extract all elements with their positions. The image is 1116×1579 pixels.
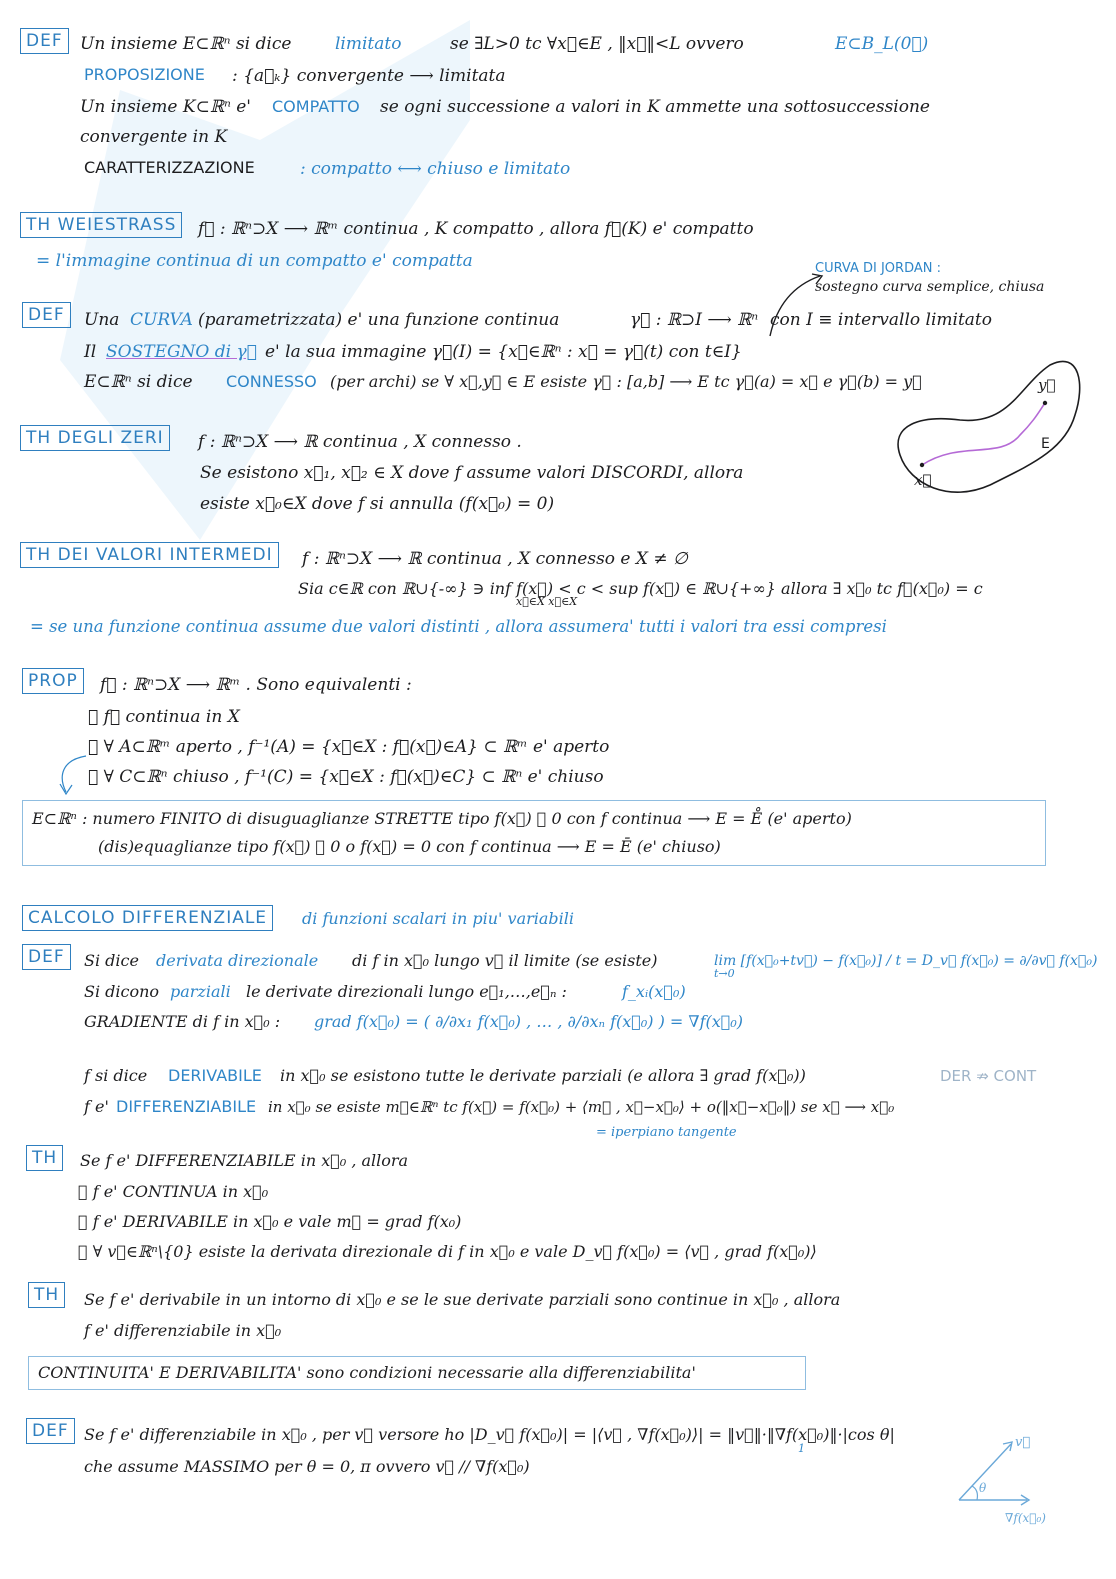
parziali-text-a: Si dicono [84, 982, 160, 1001]
sostegno-text-b: e' la sua immagine γ⃗(I) = {x⃗∈ℝⁿ : x⃗ = γ⃗(t) con t∈I} [265, 342, 742, 362]
curve-text-a: Una [84, 310, 120, 330]
zeri-line-2: Se esistono x⃗₁, x⃗₂ ∈ X dove f assume valori DISCORDI, allora [200, 463, 744, 483]
derivabile-text-a: f si dice [84, 1066, 148, 1085]
max-line-2: che assume MASSIMO per θ = 0, π ovvero v⃗ // ∇f(x⃗₀) [84, 1457, 530, 1476]
def-tag: DEF [20, 28, 69, 54]
derivata-text-a: Si dice [84, 951, 139, 970]
versor-norm-one: 1 [798, 1442, 805, 1455]
weierstrass-text: f⃗ : ℝⁿ⊃X ⟶ ℝᵐ continua , K compatto , allora f⃗(K) e' compatto [198, 219, 754, 239]
open-set-rule: E⊂ℝⁿ : numero FINITO di disuguaglianze STRETTE tipo f(x⃗) ≷ 0 con f continua ⟶ E = E̊ (e' aperto) [32, 809, 852, 828]
valori-line-2: Sia c∈ℝ con ℝ∪{-∞} ∋ inf f(x⃗) < c < sup f(x⃗) ∈ ℝ∪{+∞} allora ∃ x⃗₀ tc f⃗(x⃗₀) = c [298, 579, 983, 598]
differenziabile-text-a: f e' [84, 1097, 109, 1116]
prop-item-1: ① f⃗ continua in X [88, 707, 240, 727]
proposizione-text: : {a⃗ₖ} convergente ⟶ limitata [232, 66, 506, 86]
weierstrass-tag: TH WEIESTRASS [20, 212, 182, 238]
curve-interval: con I ≡ intervallo limitato [770, 310, 992, 330]
connesso-term: CONNESSO [226, 372, 317, 391]
th2-line-1: Se f e' derivabile in un intorno di x⃗₀ e se le sue derivate parziali sono continue in x⃗₀ , allora [84, 1290, 841, 1309]
sostegno-term: SOSTEGNO di γ⃗ [106, 342, 257, 362]
compatto-condition-end: convergente in K [80, 127, 228, 147]
th-derivabile-tag: TH [28, 1282, 65, 1308]
derivabile-text-b: in x⃗₀ se esistono tutte le derivate parziali (e allora ∃ grad f(x⃗₀)) [280, 1066, 806, 1085]
calcolo-tag: CALCOLO DIFFERENZIALE [22, 905, 273, 931]
prop-tag: PROP [22, 668, 84, 694]
sostegno-text-a: Il [84, 342, 97, 362]
th1-intro: Se f e' DIFFERENZIABILE in x⃗₀ , allora [80, 1151, 409, 1170]
curve-term: CURVA [130, 310, 193, 330]
differenziabile-term: DIFFERENZIABILE [116, 1097, 257, 1116]
ball-notation: E⊂B_L(0⃗) [835, 34, 929, 54]
label-grad: ∇f(x⃗₀) [1005, 1511, 1046, 1525]
prop-item-3: ③ ∀ C⊂ℝⁿ chiuso , f⁻¹(C) = {x⃗∈X : f⃗(x⃗)∈C} ⊂ ℝⁿ e' chiuso [88, 767, 604, 787]
th1-item-3: ① ∀ v⃗∈ℝⁿ\{0} esiste la derivata direzionale di f in x⃗₀ e vale D_v⃗ f(x⃗₀) = ⟨v⃗ , grad f(x⃗₀)⟩ [78, 1242, 817, 1261]
curve-text-b: (parametrizzata) e' una funzione continua [198, 310, 560, 330]
th2-line-2: f e' differenziabile in x⃗₀ [84, 1321, 282, 1340]
curve-map: γ⃗ : ℝ⊃I ⟶ ℝⁿ [630, 310, 759, 330]
closed-set-rule: (dis)equaglianze tipo f(x⃗) ≶ 0 o f(x⃗) = 0 con f continua ⟶ E = Ē (e' chiuso) [98, 837, 721, 856]
def-max-tag: DEF [26, 1418, 75, 1444]
th1-item-1: ① f e' CONTINUA in x⃗₀ [78, 1182, 269, 1201]
proposizione-label: PROPOSIZIONE [84, 65, 205, 84]
zeri-line-3: esiste x⃗₀∈X dove f si annulla (f(x⃗₀) = 0) [200, 494, 555, 514]
derivata-formula: lim [f(x⃗₀+tv⃗) − f(x⃗₀)] / t = D_v⃗ f(x⃗₀) = ∂/∂v⃗ f(x⃗₀) [714, 953, 1098, 969]
prop-arrow [52, 752, 92, 798]
gradiente-label: GRADIENTE di f in x⃗₀ : [84, 1012, 281, 1031]
max-line-1: Se f e' differenziabile in x⃗₀ , per v⃗ versore ho |D_v⃗ f(x⃗₀)| = |⟨v⃗ , ∇f(x⃗₀)⟩| = ‖v⃗‖·‖∇f(x⃗₀)‖·|cos θ| [84, 1425, 895, 1444]
valori-subscripts: x⃗∈X x⃗∈X [516, 595, 578, 608]
label-y: y⃗ [1038, 376, 1056, 394]
derivata-term: derivata direzionale [156, 951, 319, 970]
th-differenziabile-tag: TH [26, 1145, 63, 1171]
limitato-term: limitato [335, 34, 402, 54]
jordan-text: sostegno curva semplice, chiusa [815, 279, 1045, 295]
prop-intro: f⃗ : ℝⁿ⊃X ⟶ ℝᵐ . Sono equivalenti : [100, 675, 412, 695]
valori-line-1: f : ℝⁿ⊃X ⟶ ℝ continua , X connesso e X ≠ ∅ [302, 549, 688, 569]
prop-item-2: ② ∀ A⊂ℝᵐ aperto , f⁻¹(A) = {x⃗∈X : f⃗(x⃗)∈A} ⊂ ℝᵐ e' aperto [88, 737, 610, 757]
def-curve-tag: DEF [22, 302, 71, 328]
angle-diagram [945, 1430, 1065, 1530]
caratterizzazione-label: CARATTERIZZAZIONE [84, 158, 255, 177]
necessary-conditions-text: CONTINUITA' E DERIVABILITA' sono condizioni necessarie alla differenziabilita' [38, 1363, 696, 1382]
compatto-term: COMPATTO [272, 97, 360, 116]
compatto-def-text: Un insieme K⊂ℝⁿ e' [80, 97, 251, 117]
gradiente-formula: grad f(x⃗₀) = ( ∂/∂x₁ f(x⃗₀) , … , ∂/∂xₙ f(x⃗₀) ) = ∇f(x⃗₀) [314, 1012, 744, 1031]
valori-tag: TH DEI VALORI INTERMEDI [20, 542, 279, 568]
limitato-condition: se ∃L>0 tc ∀x⃗∈E , ‖x⃗‖<L ovvero [450, 34, 744, 54]
limitato-def-text: Un insieme E⊂ℝⁿ si dice [80, 34, 292, 54]
th1-item-2: ① f e' DERIVABILE in x⃗₀ e vale m⃗ = grad f(x₀) [78, 1212, 462, 1231]
derivabile-term: DERIVABILE [168, 1066, 262, 1085]
caratterizzazione-text: : compatto ⟷ chiuso e limitato [300, 159, 571, 179]
connected-set-diagram [880, 345, 1090, 505]
label-v: v⃗ [1015, 1435, 1031, 1450]
calcolo-subtitle: di funzioni scalari in piu' variabili [302, 909, 575, 928]
zeri-tag: TH DEGLI ZERI [20, 425, 170, 451]
valori-note: = se una funzione continua assume due valori distinti , allora assumera' tutti i valori tra essi compresi [30, 617, 887, 636]
label-e: E [1041, 436, 1050, 452]
compatto-condition: se ogni successione a valori in K ammette una sottosuccessione [380, 97, 930, 117]
parziali-term: parziali [170, 982, 231, 1001]
iperpiano-note: = iperpiano tangente [596, 1125, 737, 1140]
label-theta: θ [979, 1481, 987, 1495]
derivata-text-b: di f in x⃗₀ lungo v⃗ il limite (se esiste) [352, 951, 658, 970]
connesso-text-b: (per archi) se ∀ x⃗,y⃗ ∈ E esiste γ⃗ : [a,b] ⟶ E tc γ⃗(a) = x⃗ e γ⃗(b) = y⃗ [330, 372, 922, 391]
jordan-title: CURVA DI JORDAN : [815, 261, 941, 276]
derivata-limit-sub: t→0 [714, 967, 735, 980]
der-not-cont-note: DER ⇏ CONT [940, 1067, 1037, 1085]
def-derivata-tag: DEF [22, 944, 71, 970]
weierstrass-note: = l'immagine continua di un compatto e' compatta [36, 251, 473, 271]
connesso-text-a: E⊂ℝⁿ si dice [84, 372, 193, 392]
differenziabile-text-b: in x⃗₀ se esiste m⃗∈ℝⁿ tc f(x⃗) = f(x⃗₀) + ⟨m⃗ , x⃗−x⃗₀⟩ + o(‖x⃗−x⃗₀‖) se x⃗ ⟶ x⃗₀ [268, 1098, 895, 1116]
parziali-notation: f_xᵢ(x⃗₀) [622, 982, 686, 1001]
zeri-line-1: f : ℝⁿ⊃X ⟶ ℝ continua , X connesso . [198, 432, 522, 452]
parziali-text-b: le derivate direzionali lungo e⃗₁,…,e⃗ₙ : [246, 982, 567, 1001]
label-x: x⃗ [914, 471, 932, 489]
